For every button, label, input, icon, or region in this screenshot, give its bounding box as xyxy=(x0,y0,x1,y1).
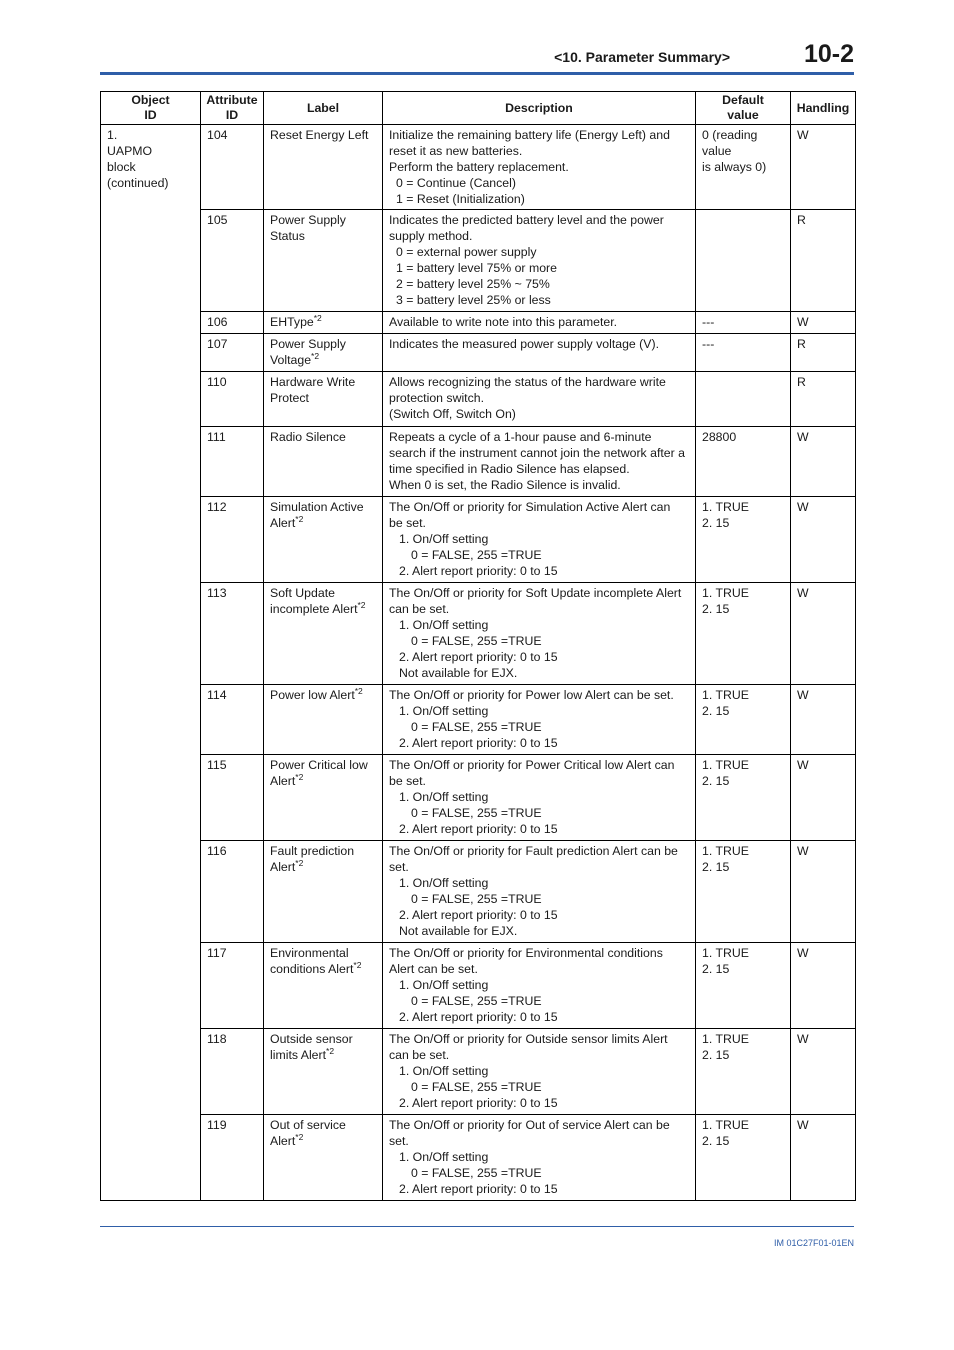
handling-cell xyxy=(791,497,856,583)
attribute-id: 117 xyxy=(207,946,227,960)
description-line: 1. On/Off setting xyxy=(399,1150,489,1164)
attribute-id: 115 xyxy=(207,758,227,772)
description-line: 1. On/Off setting xyxy=(399,790,489,804)
default-value-cell xyxy=(696,125,791,210)
header-rule xyxy=(100,72,854,75)
handling-value: W xyxy=(797,946,809,960)
footnote-ref: *2 xyxy=(295,857,304,868)
attribute-id-cell xyxy=(201,427,264,497)
description-line: Initialize the remaining battery life (Energy Left) and xyxy=(389,128,670,142)
description-line: The On/Off or priority for Outside sensor limits Alert xyxy=(389,1032,668,1046)
default-value-cell xyxy=(696,1115,791,1201)
description-line: The On/Off or priority for Power Critical low Alert can xyxy=(389,758,675,772)
default-value-line: is always 0) xyxy=(702,160,767,174)
table-row xyxy=(101,755,856,841)
default-value-cell xyxy=(696,497,791,583)
description-line: Alert can be set. xyxy=(389,962,478,976)
description-cell xyxy=(383,583,696,685)
default-value-line: 1. TRUE xyxy=(702,500,749,514)
label-cell xyxy=(264,427,383,497)
handling-cell xyxy=(791,755,856,841)
description-line: 0 = Continue (Cancel) xyxy=(396,176,516,190)
description-line: 1. On/Off setting xyxy=(399,532,489,546)
description-line: 2. Alert report priority: 0 to 15 xyxy=(399,822,558,836)
description-line: 1 = Reset (Initialization) xyxy=(396,192,525,206)
table-row xyxy=(101,125,856,210)
label-text: Simulation Active Alert xyxy=(270,500,364,530)
table-body xyxy=(101,125,856,1201)
section-title: <10. Parameter Summary> xyxy=(554,49,730,65)
label-text: Reset Energy Left xyxy=(270,128,369,142)
default-value-line: 0 (reading value xyxy=(702,128,761,158)
description-line: 2. Alert report priority: 0 to 15 xyxy=(399,1096,558,1110)
attribute-id-cell xyxy=(201,372,264,427)
col-header-attribute-id: Attribute ID xyxy=(201,92,264,125)
page-number: 10-2 xyxy=(803,40,854,68)
col-header-label: Label xyxy=(264,92,383,125)
label-text: Out of service Alert xyxy=(270,1118,346,1148)
description-line: The On/Off or priority for Environmental conditions xyxy=(389,946,663,960)
description-line: The On/Off or priority for Fault prediction Alert can be xyxy=(389,844,678,858)
attribute-id-cell xyxy=(201,125,264,210)
default-value-cell xyxy=(696,334,791,372)
object-id-line: block xyxy=(107,160,136,174)
default-value-line: 1. TRUE xyxy=(702,1118,749,1132)
label-cell xyxy=(264,1029,383,1115)
handling-cell xyxy=(791,125,856,210)
description-line: 0 = FALSE, 255 =TRUE xyxy=(411,548,542,562)
footnote-ref: *2 xyxy=(313,312,322,323)
attribute-id: 111 xyxy=(207,430,226,444)
handling-cell xyxy=(791,685,856,755)
description-line: 2. Alert report priority: 0 to 15 xyxy=(399,650,558,664)
attribute-id: 112 xyxy=(207,500,227,514)
description-line: be set. xyxy=(389,516,426,530)
handling-value: W xyxy=(797,128,809,142)
default-value-cell xyxy=(696,427,791,497)
handling-cell xyxy=(791,943,856,1029)
table-row xyxy=(101,1029,856,1115)
default-value-cell xyxy=(696,755,791,841)
default-value-line: 1. TRUE xyxy=(702,844,749,858)
description-line: The On/Off or priority for Power low Alert can be set. xyxy=(389,688,674,702)
label-cell xyxy=(264,210,383,312)
description-cell xyxy=(383,685,696,755)
description-cell xyxy=(383,497,696,583)
description-line: 1. On/Off setting xyxy=(399,1064,489,1078)
col-header-description: Description xyxy=(383,92,696,125)
label-text: Environmental conditions Alert xyxy=(270,946,354,976)
default-value-line: 2. 15 xyxy=(702,602,730,616)
description-line: 0 = external power supply xyxy=(396,245,537,259)
handling-value: R xyxy=(797,337,806,351)
handling-cell xyxy=(791,583,856,685)
label-text: Radio Silence xyxy=(270,430,346,444)
table-row xyxy=(101,841,856,943)
label-cell xyxy=(264,372,383,427)
object-id-line: UAPMO xyxy=(107,144,153,158)
handling-value: W xyxy=(797,1032,809,1046)
default-value-line: 1. TRUE xyxy=(702,586,749,600)
description-line: time specified in Radio Silence has elapsed. xyxy=(389,462,630,476)
label-text: Power Supply Status xyxy=(270,213,346,243)
description-line: can be set. xyxy=(389,1048,450,1062)
attribute-id: 104 xyxy=(207,128,228,142)
footer-rule xyxy=(100,1226,854,1227)
default-value-cell xyxy=(696,685,791,755)
label-text: Power Supply Voltage xyxy=(270,337,346,367)
footnote-ref: *2 xyxy=(295,513,304,524)
attribute-id: 118 xyxy=(207,1032,227,1046)
description-line: search if the instrument cannot join the network after a xyxy=(389,446,685,460)
page-header xyxy=(0,40,954,80)
description-line: set. xyxy=(389,860,409,874)
description-line: Allows recognizing the status of the hardware write xyxy=(389,375,666,389)
default-value-line: 1. TRUE xyxy=(702,758,749,772)
label-text: EHType xyxy=(270,315,314,329)
label-cell xyxy=(264,583,383,685)
default-value-cell xyxy=(696,943,791,1029)
attribute-id-cell xyxy=(201,685,264,755)
label-text: Power low Alert xyxy=(270,688,355,702)
col-header-object-id: Object ID xyxy=(101,92,201,125)
description-line: 2. Alert report priority: 0 to 15 xyxy=(399,1010,558,1024)
description-cell xyxy=(383,427,696,497)
label-cell xyxy=(264,312,383,334)
description-line: Available to write note into this parameter. xyxy=(389,315,618,329)
object-id-line: (continued) xyxy=(107,176,169,190)
description-line: Indicates the predicted battery level and the power xyxy=(389,213,664,227)
default-value-line: --- xyxy=(702,337,715,351)
description-line: 2. Alert report priority: 0 to 15 xyxy=(399,564,558,578)
description-line: can be set. xyxy=(389,602,450,616)
default-value-cell xyxy=(696,841,791,943)
description-line: 1. On/Off setting xyxy=(399,618,489,632)
label-cell xyxy=(264,125,383,210)
description-line: 0 = FALSE, 255 =TRUE xyxy=(411,806,542,820)
document-id: IM 01C27F01-01EN xyxy=(773,1238,854,1248)
handling-cell xyxy=(791,841,856,943)
description-cell xyxy=(383,1115,696,1201)
label-text: Fault prediction Alert xyxy=(270,844,355,874)
default-value-line: 2. 15 xyxy=(702,516,730,530)
description-cell xyxy=(383,372,696,427)
attribute-id-cell xyxy=(201,210,264,312)
handling-value: W xyxy=(797,586,809,600)
description-line: 0 = FALSE, 255 =TRUE xyxy=(411,634,542,648)
attribute-id: 114 xyxy=(207,688,227,702)
attribute-id-cell xyxy=(201,312,264,334)
attribute-id: 106 xyxy=(207,315,228,329)
attribute-id: 113 xyxy=(207,586,227,600)
default-value-line: 2. 15 xyxy=(702,860,730,874)
label-text: Outside sensor limits Alert xyxy=(270,1032,353,1062)
description-cell xyxy=(383,755,696,841)
attribute-id-cell xyxy=(201,1029,264,1115)
description-line: (Switch Off, Switch On) xyxy=(389,407,516,421)
label-cell xyxy=(264,755,383,841)
default-value-cell xyxy=(696,1029,791,1115)
handling-cell xyxy=(791,312,856,334)
table-row xyxy=(101,497,856,583)
label-cell xyxy=(264,1115,383,1201)
footnote-ref: *2 xyxy=(295,1131,304,1142)
description-line: be set. xyxy=(389,774,426,788)
handling-value: W xyxy=(797,500,809,514)
default-value-line: 1. TRUE xyxy=(702,688,749,702)
attribute-id-cell xyxy=(201,1115,264,1201)
attribute-id-cell xyxy=(201,841,264,943)
table-row xyxy=(101,943,856,1029)
label-text: Power Critical low Alert xyxy=(270,758,368,788)
description-line: 1 = battery level 75% or more xyxy=(396,261,557,275)
object-id-cell xyxy=(101,125,201,1201)
handling-cell xyxy=(791,1115,856,1201)
description-cell xyxy=(383,841,696,943)
footnote-ref: *2 xyxy=(326,1045,335,1056)
table-row xyxy=(101,685,856,755)
table-row xyxy=(101,372,856,427)
description-line: 0 = FALSE, 255 =TRUE xyxy=(411,994,542,1008)
default-value-cell xyxy=(696,372,791,427)
description-line: The On/Off or priority for Soft Update incomplete Alert xyxy=(389,586,682,600)
label-text: Hardware Write Protect xyxy=(270,375,356,405)
default-value-line: 28800 xyxy=(702,430,737,444)
default-value-cell xyxy=(696,210,791,312)
description-line: The On/Off or priority for Out of service Alert can be xyxy=(389,1118,670,1132)
description-line: When 0 is set, the Radio Silence is invalid. xyxy=(389,478,621,492)
table-row xyxy=(101,334,856,372)
description-line: reset it as new batteries. xyxy=(389,144,523,158)
default-value-line: 2. 15 xyxy=(702,774,730,788)
table-header-row xyxy=(101,92,856,125)
default-value-line: --- xyxy=(702,315,715,329)
description-line: 1. On/Off setting xyxy=(399,704,489,718)
handling-value: R xyxy=(797,375,806,389)
description-cell xyxy=(383,943,696,1029)
footnote-ref: *2 xyxy=(311,350,320,361)
default-value-line: 2. 15 xyxy=(702,1134,730,1148)
description-line: 2. Alert report priority: 0 to 15 xyxy=(399,736,558,750)
table-row xyxy=(101,312,856,334)
description-line: 0 = FALSE, 255 =TRUE xyxy=(411,892,542,906)
col-header-handling: Handling xyxy=(791,92,856,125)
label-text: Soft Update incomplete Alert xyxy=(270,586,358,616)
col-header-default-value: Default value xyxy=(696,92,791,125)
description-line: 0 = FALSE, 255 =TRUE xyxy=(411,720,542,734)
label-cell xyxy=(264,497,383,583)
description-line: 3 = battery level 25% or less xyxy=(396,293,551,307)
footnote-ref: *2 xyxy=(354,685,363,696)
description-cell xyxy=(383,312,696,334)
handling-cell xyxy=(791,1029,856,1115)
table-row xyxy=(101,1115,856,1201)
description-cell xyxy=(383,1029,696,1115)
description-cell xyxy=(383,334,696,372)
label-cell xyxy=(264,685,383,755)
footnote-ref: *2 xyxy=(295,771,304,782)
footnote-ref: *2 xyxy=(353,959,362,970)
default-value-cell xyxy=(696,583,791,685)
attribute-id-cell xyxy=(201,755,264,841)
description-line: Not available for EJX. xyxy=(399,666,518,680)
attribute-id-cell xyxy=(201,497,264,583)
default-value-line: 2. 15 xyxy=(702,1048,730,1062)
attribute-id-cell xyxy=(201,583,264,685)
description-line: set. xyxy=(389,1134,409,1148)
handling-value: W xyxy=(797,844,809,858)
attribute-id: 116 xyxy=(207,844,227,858)
description-line: 2 = battery level 25% ~ 75% xyxy=(396,277,550,291)
description-line: 1. On/Off setting xyxy=(399,876,489,890)
handling-value: W xyxy=(797,1118,809,1132)
description-line: The On/Off or priority for Simulation Active Alert can xyxy=(389,500,671,514)
description-line: Perform the battery replacement. xyxy=(389,160,569,174)
attribute-id: 119 xyxy=(207,1118,227,1132)
description-line: 0 = FALSE, 255 =TRUE xyxy=(411,1166,542,1180)
description-line: supply method. xyxy=(389,229,473,243)
attribute-id: 107 xyxy=(207,337,228,351)
description-line: 2. Alert report priority: 0 to 15 xyxy=(399,908,558,922)
footnote-ref: *2 xyxy=(357,599,366,610)
default-value-cell xyxy=(696,312,791,334)
default-value-line: 1. TRUE xyxy=(702,1032,749,1046)
description-line: Not available for EJX. xyxy=(399,924,518,938)
handling-value: R xyxy=(797,213,806,227)
description-line: Indicates the measured power supply voltage (V). xyxy=(389,337,659,351)
description-line: protection switch. xyxy=(389,391,485,405)
handling-cell xyxy=(791,427,856,497)
description-line: Repeats a cycle of a 1-hour pause and 6-minute xyxy=(389,430,652,444)
handling-cell xyxy=(791,372,856,427)
description-line: 1. On/Off setting xyxy=(399,978,489,992)
attribute-id-cell xyxy=(201,334,264,372)
handling-value: W xyxy=(797,688,809,702)
handling-cell xyxy=(791,334,856,372)
object-id-line: 1. xyxy=(107,128,118,142)
handling-value: W xyxy=(797,758,809,772)
description-line: 2. Alert report priority: 0 to 15 xyxy=(399,1182,558,1196)
attribute-id: 105 xyxy=(207,213,228,227)
label-cell xyxy=(264,943,383,1029)
table-row xyxy=(101,583,856,685)
parameter-table xyxy=(100,91,856,1201)
table-row xyxy=(101,427,856,497)
description-cell xyxy=(383,125,696,210)
handling-value: W xyxy=(797,315,809,329)
default-value-line: 2. 15 xyxy=(702,962,730,976)
attribute-id: 110 xyxy=(207,375,227,389)
description-line: 0 = FALSE, 255 =TRUE xyxy=(411,1080,542,1094)
handling-cell xyxy=(791,210,856,312)
table-row xyxy=(101,210,856,312)
attribute-id-cell xyxy=(201,943,264,1029)
description-cell xyxy=(383,210,696,312)
default-value-line: 1. TRUE xyxy=(702,946,749,960)
label-cell xyxy=(264,841,383,943)
default-value-line: 2. 15 xyxy=(702,704,730,718)
handling-value: W xyxy=(797,430,809,444)
label-cell xyxy=(264,334,383,372)
